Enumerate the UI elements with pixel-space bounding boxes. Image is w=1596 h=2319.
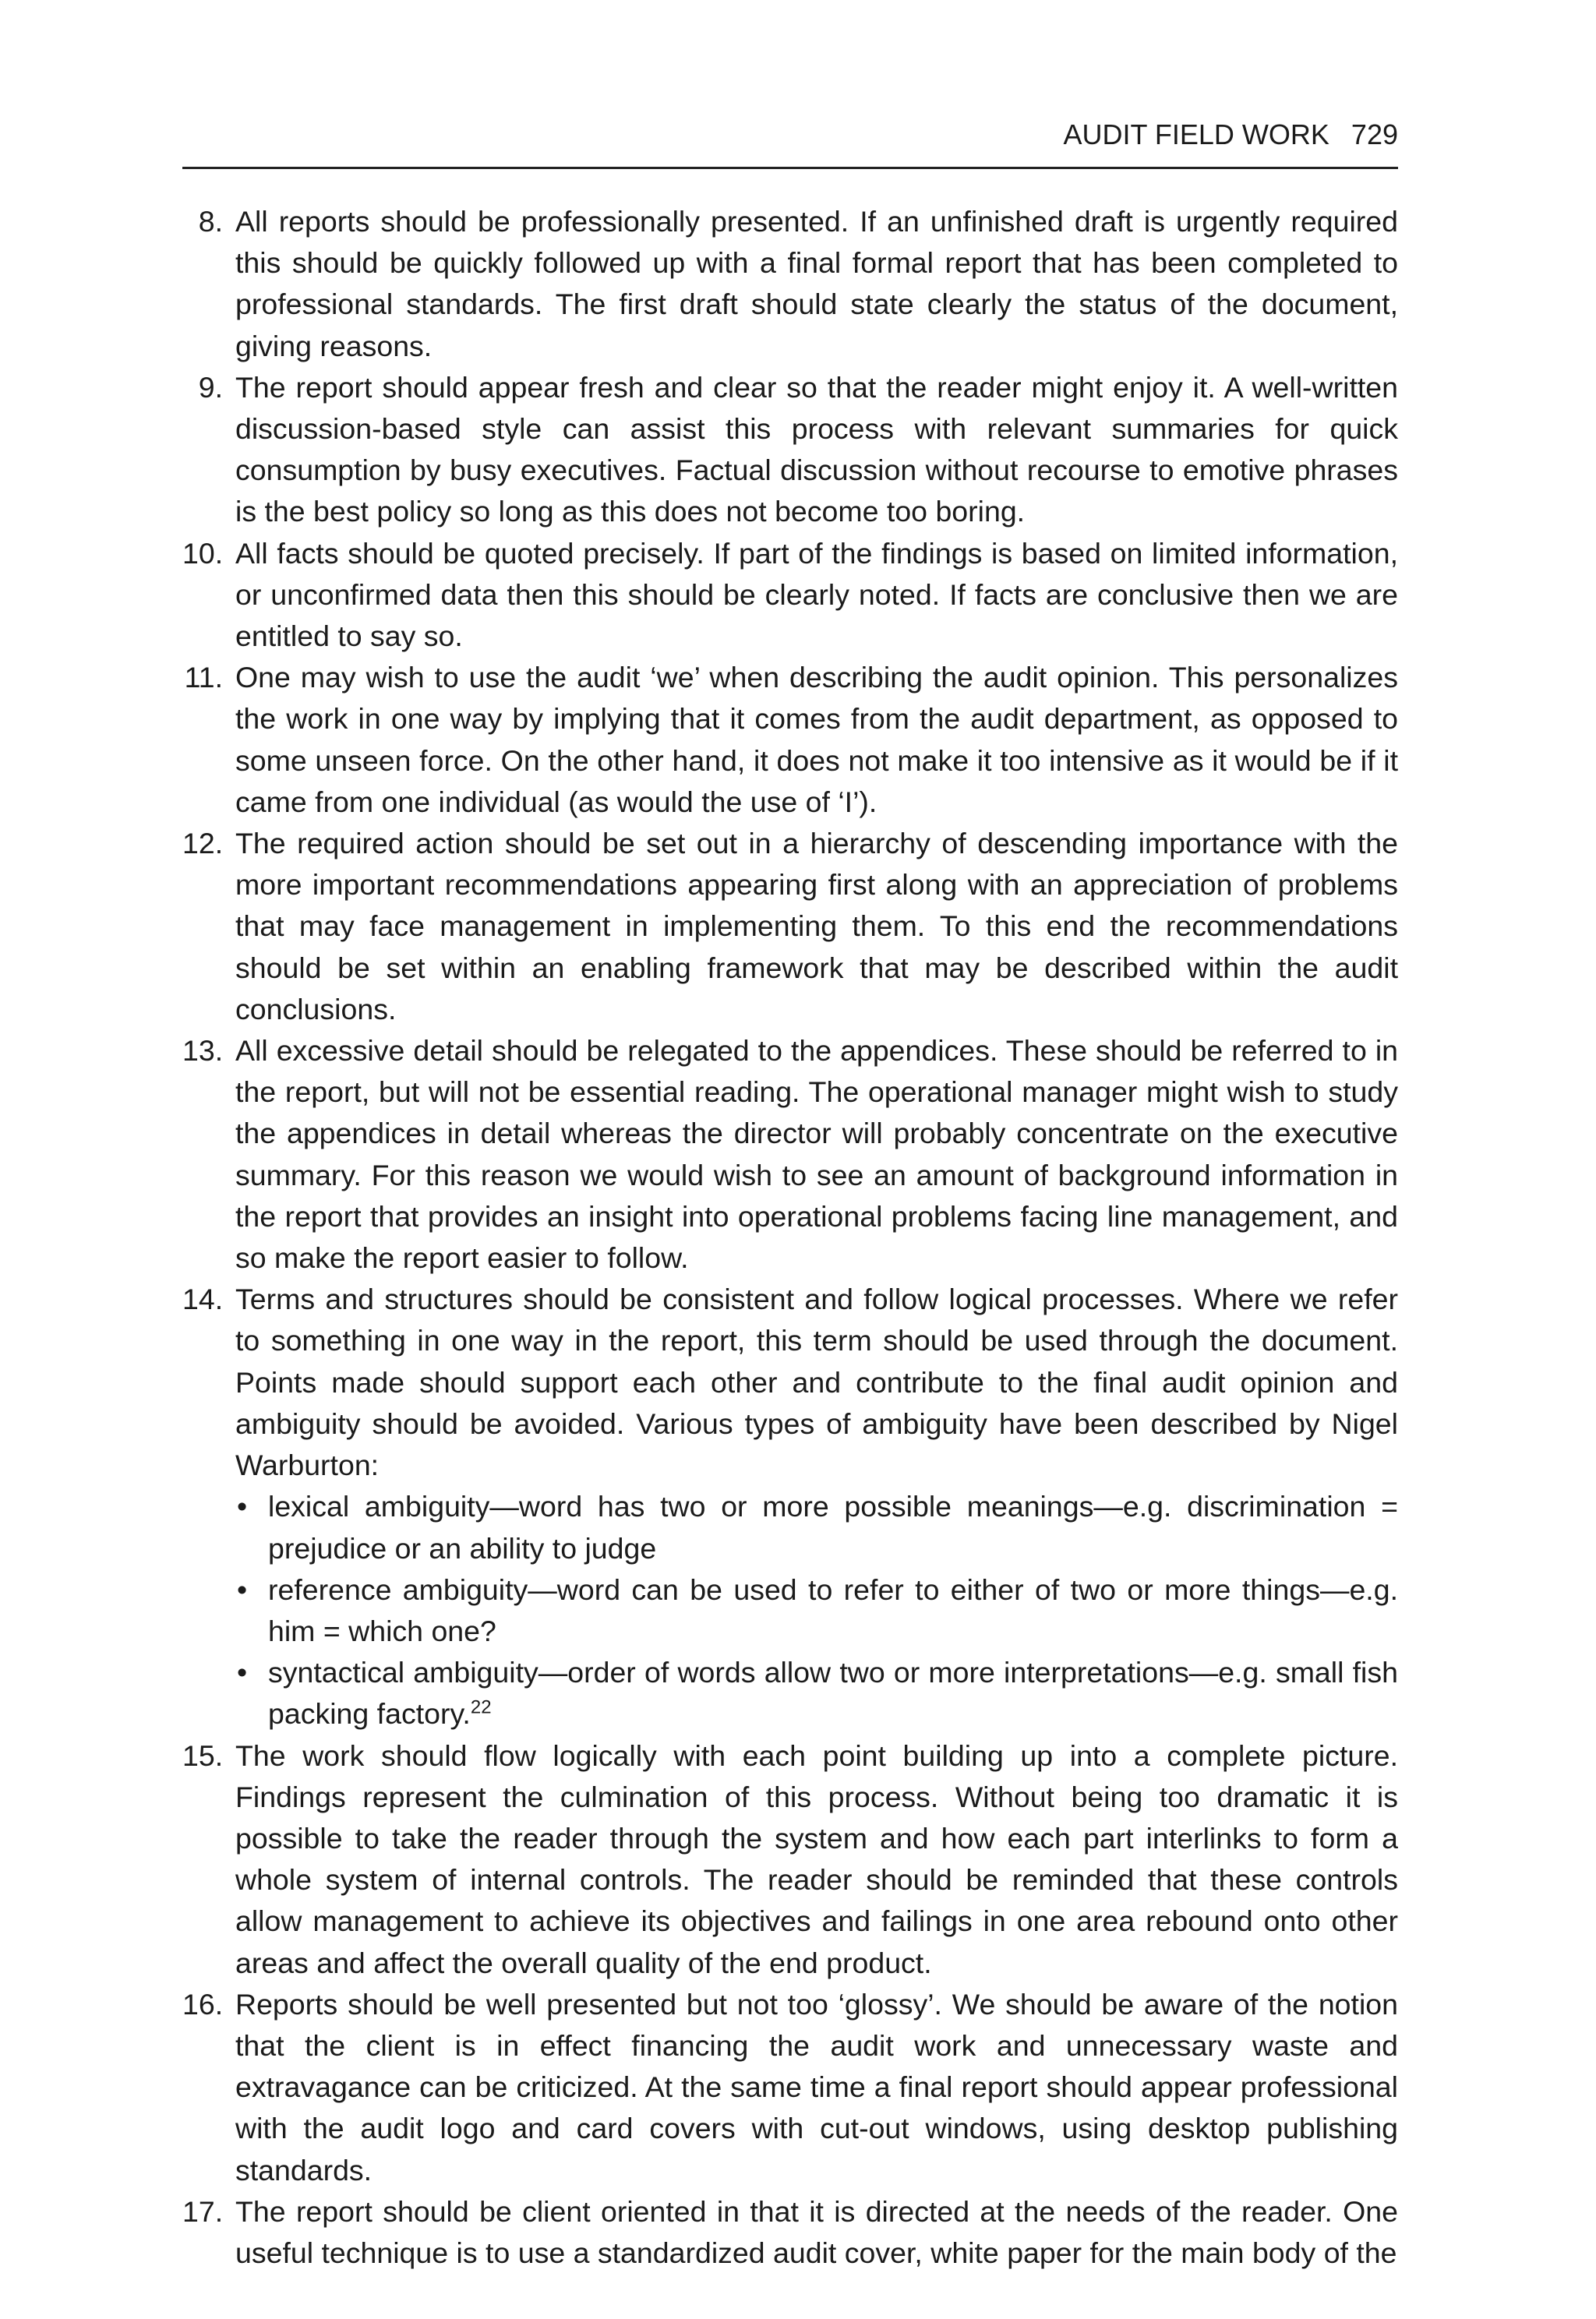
item-text: The work should flow logically with each point building up into a complete picture. Findings represent the culmination of this process. Without being too dramatic it is possible to take the reader through the system and how each part interlinks to form a whole system of internal controls. The reader should be reminded that these controls allow management to achieve its objectives and failings in one area rebound onto other areas and affect the overall quality of the end product. bbox=[235, 1738, 1398, 1979]
item-text: The report should appear fresh and clear so that the reader might enjoy it. A well-written discussion-based style can assist this process with relevant summaries for quick consumption by busy executives. Factual discussion without recourse to emotive phrases is the best policy so long as this does not become too boring. bbox=[235, 370, 1398, 528]
bullet-text: syntactical ambiguity—order of words allow two or more interpretations—e.g. small fish packing factory. bbox=[268, 1656, 1398, 1731]
list-item-8 bbox=[182, 201, 1398, 367]
list-item-9 bbox=[182, 367, 1398, 533]
numbered-list bbox=[182, 201, 1398, 2274]
bullet-marker: • bbox=[237, 1656, 248, 1689]
item-text: All excessive detail should be relegated to the appendices. These should be referred to in the report, but will not be essential reading. The operational manager might wish to study the appendices in detail whereas the director will probably concentrate on the executive summary. For this reason we would wish to see an amount of background information in the report that provides an insight into operational problems facing line management, and so make the report easier to follow. bbox=[235, 1034, 1398, 1275]
item-text: The required action should be set out in a hierarchy of descending importance with the more important recommendations appearing first along with an appreciation of problems that may face management in implementing them. To this end the recommendations should be set within an enabling framework that may be described within the audit conclusions. bbox=[235, 827, 1398, 1025]
item-text: All facts should be quoted precisely. If part of the findings is based on limited information, or unconfirmed data then this should be clearly noted. If facts are conclusive then we are entitled to say so. bbox=[235, 536, 1398, 653]
item-number: 9. bbox=[198, 370, 223, 404]
running-header bbox=[182, 118, 1398, 168]
ambiguity-bullet-list bbox=[235, 1486, 1398, 1735]
bullet-text: lexical ambiguity—word has two or more possible meanings—e.g. discrimination = prejudice or an ability to judge bbox=[268, 1490, 1398, 1565]
bullet-syntactical-ambiguity bbox=[235, 1652, 1398, 1735]
item-text: Reports should be well presented but not too ‘glossy’. We should be aware of the notion that the client is in effect financing the audit work and unnecessary waste and extravagance can be criticized. At the same time a final report should appear professional with the audit logo and card covers with cut-out windows, using desktop publishing standards. bbox=[235, 1987, 1398, 2187]
bullet-lexical-ambiguity bbox=[235, 1486, 1398, 1569]
item-text: The report should be client oriented in that it is directed at the needs of the reader. One useful technique is to use a standardized audit cover, white paper for the main body of the bbox=[235, 2194, 1398, 2269]
list-item-12 bbox=[182, 823, 1398, 1030]
list-item-17 bbox=[182, 2191, 1398, 2274]
bullet-text: reference ambiguity—word can be used to refer to either of two or more things—e.g. him = which one? bbox=[268, 1572, 1398, 1647]
item-text: All reports should be professionally presented. If an unfinished draft is urgently required this should be quickly followed up with a final formal report that has been completed to professional standards. The first draft should state clearly the status of the document, giving reasons. bbox=[235, 205, 1398, 362]
item-number: 17. bbox=[182, 2194, 224, 2228]
item-number: 14. bbox=[182, 1283, 224, 1316]
list-item-10 bbox=[182, 533, 1398, 658]
bullet-reference-ambiguity bbox=[235, 1569, 1398, 1652]
item-number: 8. bbox=[198, 205, 223, 238]
bullet-marker: • bbox=[237, 1572, 248, 1606]
page-number: 729 bbox=[1351, 118, 1398, 150]
list-item-11 bbox=[182, 657, 1398, 823]
footnote-reference[interactable]: 22 bbox=[470, 1696, 492, 1718]
header-title: AUDIT FIELD WORK bbox=[1063, 118, 1329, 150]
header-rule bbox=[182, 167, 1398, 169]
list-item-16 bbox=[182, 1984, 1398, 2191]
bullet-marker: • bbox=[237, 1490, 248, 1523]
list-item-14 bbox=[182, 1279, 1398, 1735]
item-text: One may wish to use the audit ‘we’ when describing the audit opinion. This personalizes the work in one way by implying that it comes from the audit department, as opposed to some unseen force. On the other hand, it does not make it too intensive as it would be if it came from one individual (as would the use of ‘I’). bbox=[235, 661, 1398, 818]
item-number: 10. bbox=[182, 536, 224, 570]
list-item-13 bbox=[182, 1030, 1398, 1279]
item-text: Terms and structures should be consistent and follow logical processes. Where we refer to something in one way in the report, this term should be used through the document. Points made should support each other and contribute to the final audit opinion and ambiguity should be avoided. Various types of ambiguity have been described by Nigel Warburton: bbox=[235, 1283, 1398, 1482]
item-number: 16. bbox=[182, 1987, 224, 2021]
item-number: 13. bbox=[182, 1034, 224, 1068]
item-number: 15. bbox=[182, 1738, 224, 1772]
item-number: 11. bbox=[184, 661, 223, 694]
item-number: 12. bbox=[182, 827, 224, 860]
list-item-15 bbox=[182, 1735, 1398, 1984]
